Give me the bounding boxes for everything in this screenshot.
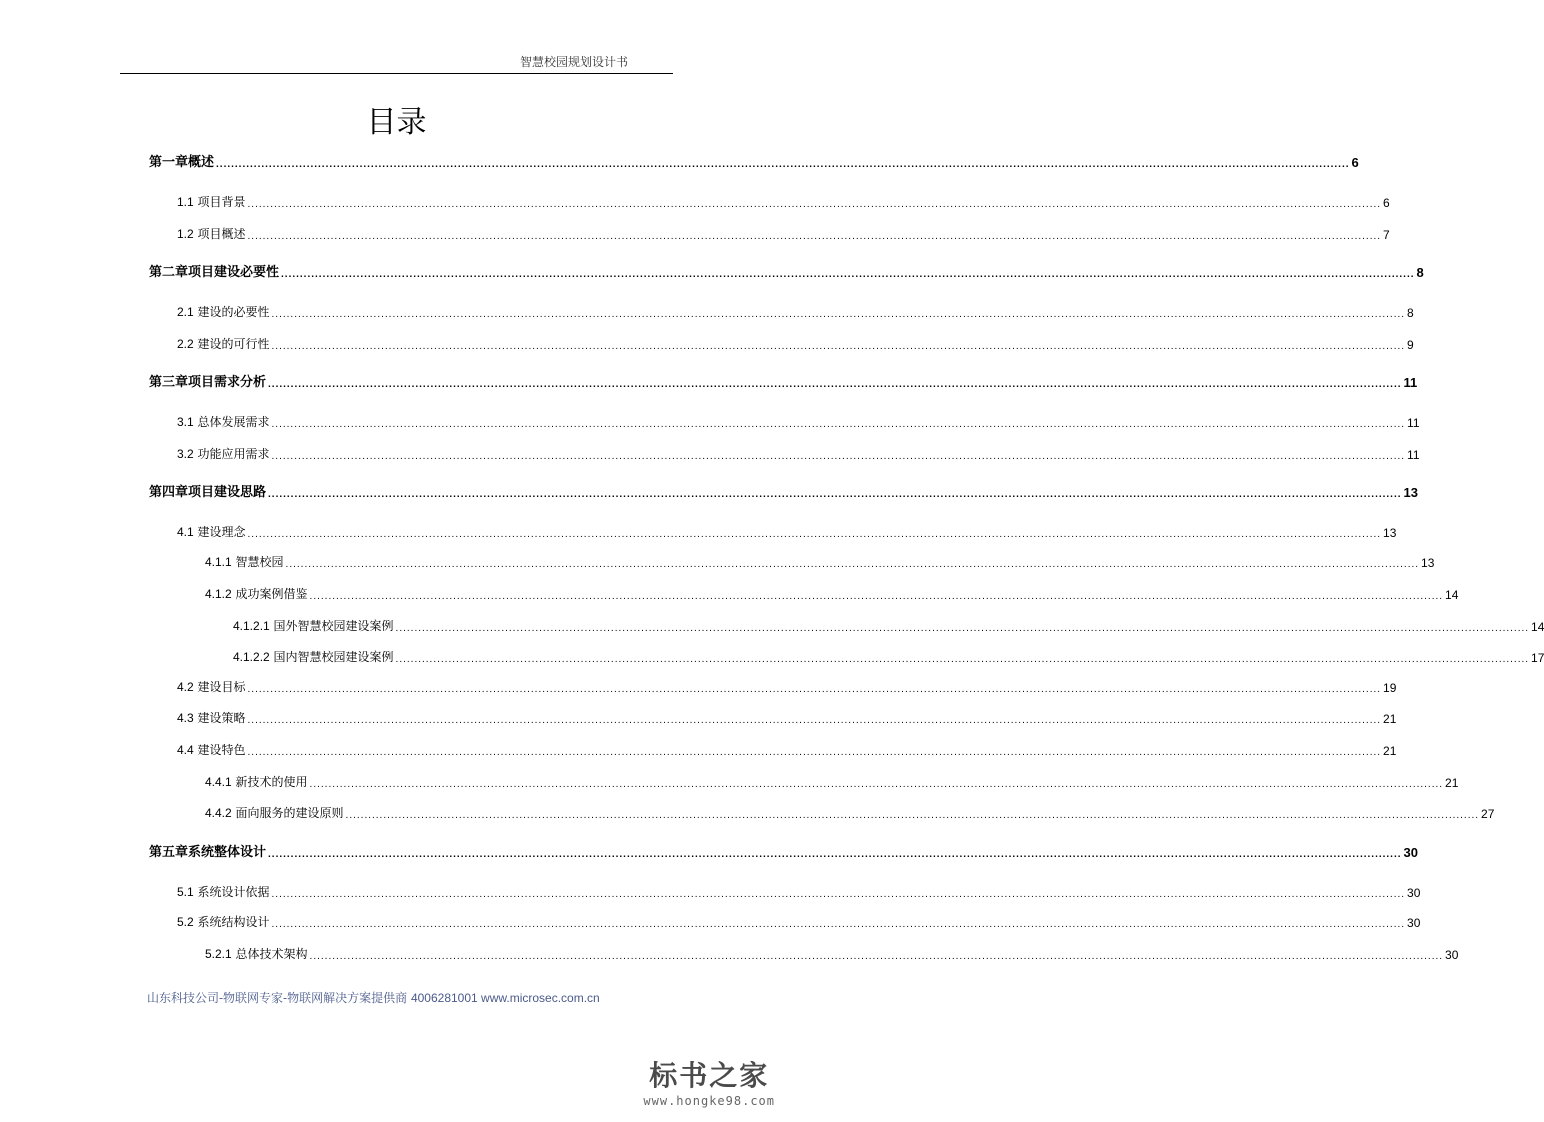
toc-entry-page: 17: [1531, 651, 1544, 665]
toc-leader-dots: ............................................................................................................................................................................................................................................................................................................: [247, 747, 1382, 758]
toc-leader-dots: ............................................................................................................................................................................................................................................................................................................: [271, 309, 1406, 320]
toc-entry-text: 建设目标: [197, 680, 246, 694]
toc-entry-text: 第三章项目需求分析: [149, 375, 267, 390]
toc-leader-dots: ............................................................................................................................................................................................................................................................................................................: [271, 889, 1406, 900]
toc-entry-page: 8: [1407, 306, 1414, 320]
toc-entry-number: 4.1: [177, 525, 194, 539]
toc-entry-page: 21: [1445, 776, 1459, 790]
toc-entry[interactable]: [177, 675, 1397, 695]
toc-entry-page: 6: [1351, 155, 1359, 170]
toc-leader-dots: ............................................................................................................................................................................................................................................................................................................: [271, 919, 1406, 930]
footer-company: 山东科技公司-物联网专家-物联网解决方案提供商: [147, 991, 408, 1005]
toc-entry[interactable]: [233, 645, 1544, 665]
toc-entry[interactable]: [205, 770, 1459, 790]
toc-entry-text: 智慧校园: [235, 555, 284, 569]
toc-leader-dots: ............................................................................................................................................................................................................................................................................................................: [271, 341, 1406, 352]
toc-entry-number: 5.2: [177, 915, 194, 929]
toc-entry[interactable]: [205, 582, 1459, 602]
toc-leader-dots: ............................................................................................................................................................................................................................................................................................................: [247, 715, 1382, 726]
toc-leader-dots: ............................................................................................................................................................................................................................................................................................................: [268, 379, 1402, 390]
toc-leader-dots: ............................................................................................................................................................................................................................................................................................................: [247, 231, 1382, 242]
toc-entry[interactable]: [177, 332, 1414, 352]
toc-entry-title: [205, 585, 308, 602]
toc-entry[interactable]: [205, 801, 1495, 821]
toc-leader-dots: ............................................................................................................................................................................................................................................................................................................: [309, 591, 1444, 602]
toc-entry-title: [177, 913, 270, 930]
watermark-url: www.hongke98.com: [643, 1094, 775, 1108]
toc-title: 目录: [366, 105, 427, 140]
toc-entry-page: 30: [1403, 845, 1418, 860]
toc-leader-dots: ............................................................................................................................................................................................................................................................................................................: [271, 419, 1406, 430]
toc-entry-title: [205, 553, 284, 570]
toc-entry-number: 2.1: [177, 305, 194, 319]
toc-entry-page: 14: [1445, 588, 1459, 602]
toc-leader-dots: ............................................................................................................................................................................................................................................................................................................: [268, 489, 1402, 500]
toc-entry[interactable]: [233, 614, 1544, 634]
toc-entry-title: [177, 523, 246, 540]
toc-entry-title: [177, 741, 246, 758]
toc-entry-text: 功能应用需求: [197, 447, 270, 461]
toc-leader-dots: ............................................................................................................................................................................................................................................................................................................: [247, 529, 1382, 540]
toc-leader-dots: ............................................................................................................................................................................................................................................................................................................: [285, 559, 1420, 570]
toc-entry-page: 14: [1531, 620, 1544, 634]
toc-leader-dots: ............................................................................................................................................................................................................................................................................................................: [395, 654, 1530, 665]
toc-entry-page: 30: [1445, 948, 1459, 962]
toc-entry-text: 项目背景: [197, 195, 246, 209]
toc-entry-page: 7: [1383, 228, 1390, 242]
toc-entry[interactable]: [149, 260, 1424, 280]
toc-entry-page: 8: [1416, 265, 1424, 280]
toc-entry-number: 4.1.2.2: [233, 650, 270, 664]
toc-entry-title: [205, 773, 308, 790]
toc-entry[interactable]: [177, 410, 1420, 430]
toc-entry-title: [177, 303, 270, 320]
toc-entry[interactable]: [205, 550, 1435, 570]
toc-entry-title: [205, 945, 308, 962]
toc-leader-dots: ............................................................................................................................................................................................................................................................................................................: [395, 623, 1530, 634]
toc-entry[interactable]: [177, 880, 1421, 900]
toc-entry-title: [149, 261, 279, 280]
toc-leader-dots: ............................................................................................................................................................................................................................................................................................................: [216, 159, 1350, 170]
toc-entry-number: 4.3: [177, 711, 194, 725]
toc-entry-number: 4.4.2: [205, 806, 232, 820]
toc-entry[interactable]: [149, 370, 1418, 390]
toc-entry-text: 建设理念: [197, 525, 246, 539]
toc-entry-page: 6: [1383, 196, 1390, 210]
toc-entry-text: 第二章项目建设必要性: [149, 265, 280, 280]
toc-entry[interactable]: [149, 150, 1359, 170]
toc-entry-title: [149, 841, 266, 860]
toc-entry-page: 13: [1403, 485, 1418, 500]
toc-entry-number: 1.1: [177, 195, 194, 209]
toc-entry-text: 建设策略: [197, 711, 246, 725]
toc-entry-page: 13: [1383, 526, 1397, 540]
toc-entry-number: 4.1.2.1: [233, 619, 270, 633]
toc-entry-title: [177, 335, 270, 352]
toc-entry-number: 4.4.1: [205, 775, 232, 789]
toc-entry-text: 总体发展需求: [197, 415, 270, 429]
toc-entry-page: 19: [1383, 681, 1397, 695]
toc-leader-dots: ............................................................................................................................................................................................................................................................................................................: [345, 810, 1480, 821]
toc-entry-text: 总体技术架构: [235, 947, 308, 961]
toc-entry-title: [177, 709, 246, 726]
toc-leader-dots: ............................................................................................................................................................................................................................................................................................................: [247, 199, 1382, 210]
toc-entry-number: 2.2: [177, 337, 194, 351]
toc-entry-text: 建设特色: [197, 743, 246, 757]
toc-leader-dots: ............................................................................................................................................................................................................................................................................................................: [309, 951, 1444, 962]
toc-entry[interactable]: [177, 910, 1421, 930]
toc-entry-page: 11: [1407, 416, 1420, 430]
toc-entry-text: 系统结构设计: [197, 915, 270, 929]
toc-entry-text: 建设的可行性: [197, 337, 270, 351]
toc-entry-page: 30: [1407, 886, 1421, 900]
toc-entry-text: 面向服务的建设原则: [235, 806, 344, 820]
toc-entry-page: 27: [1481, 807, 1495, 821]
toc-entry-number: 4.4: [177, 743, 194, 757]
toc-entry-title: [149, 371, 266, 390]
toc-entry[interactable]: [177, 706, 1397, 726]
toc-entry-number: 1.2: [177, 227, 194, 241]
toc-entry-text: 第四章项目建设思路: [149, 485, 267, 500]
toc-entry[interactable]: [149, 840, 1418, 860]
toc-entry-title: [177, 225, 246, 242]
toc-entry-number: 4.1.1: [205, 555, 232, 569]
toc-entry-title: [233, 617, 394, 634]
toc-leader-dots: ............................................................................................................................................................................................................................................................................................................: [309, 779, 1444, 790]
footer: [147, 989, 600, 1006]
toc-leader-dots: ............................................................................................................................................................................................................................................................................................................: [271, 451, 1406, 462]
toc-entry-title: [177, 678, 246, 695]
toc-entry-text: 第一章概述: [149, 155, 215, 170]
toc-entry-title: [177, 883, 270, 900]
toc-entry[interactable]: [149, 480, 1418, 500]
toc-entry-number: 4.1.2: [205, 587, 232, 601]
toc-entry-title: [233, 648, 394, 665]
toc-entry-page: 21: [1383, 712, 1397, 726]
toc-entry-text: 国内智慧校园建设案例: [273, 650, 394, 664]
toc-entry[interactable]: [177, 222, 1390, 242]
toc-entry-page: 11: [1407, 448, 1420, 462]
toc-entry-text: 国外智慧校园建设案例: [273, 619, 394, 633]
toc-entry[interactable]: [177, 738, 1397, 758]
toc-entry-title: [177, 413, 270, 430]
toc-entry-page: 11: [1403, 375, 1418, 390]
toc-entry-number: 5.2.1: [205, 947, 232, 961]
toc-entry-title: [177, 193, 246, 210]
toc-entry-number: 3.2: [177, 447, 194, 461]
toc-entry-title: [149, 151, 214, 170]
toc-entry-page: 21: [1383, 744, 1397, 758]
toc-leader-dots: ............................................................................................................................................................................................................................................................................................................: [247, 684, 1382, 695]
toc-entry-title: [149, 481, 266, 500]
toc-entry-page: 9: [1407, 338, 1414, 352]
toc-leader-dots: ............................................................................................................................................................................................................................................................................................................: [268, 849, 1402, 860]
toc-entry-text: 系统设计依据: [197, 885, 270, 899]
toc-leader-dots: ............................................................................................................................................................................................................................................................................................................: [281, 269, 1415, 280]
toc-entry-page: 13: [1421, 556, 1435, 570]
toc-entry-title: [205, 804, 344, 821]
watermark-name: 标书之家: [649, 1059, 770, 1092]
toc-entry-number: 3.1: [177, 415, 194, 429]
footer-contact: 4006281001 www.microsec.com.cn: [410, 991, 600, 1005]
toc-entry[interactable]: [205, 942, 1459, 962]
toc-entry-text: 成功案例借鉴: [235, 587, 308, 601]
toc-entry-number: 5.1: [177, 885, 194, 899]
toc-entry-text: 项目概述: [197, 227, 246, 241]
toc-entry[interactable]: [177, 190, 1390, 210]
toc-entry[interactable]: [177, 442, 1420, 462]
toc-entry-title: [177, 445, 270, 462]
toc-entry-text: 建设的必要性: [197, 305, 270, 319]
toc-entry[interactable]: [177, 300, 1414, 320]
toc-entry-page: 30: [1407, 916, 1421, 930]
toc-entry-text: 新技术的使用: [235, 775, 308, 789]
toc-entry[interactable]: [177, 520, 1397, 540]
running-header: 智慧校园规划设计书: [519, 55, 628, 69]
toc-entry-text: 第五章系统整体设计: [149, 845, 267, 860]
watermark-logo: [643, 1054, 775, 1108]
toc-entry-number: 4.2: [177, 680, 194, 694]
